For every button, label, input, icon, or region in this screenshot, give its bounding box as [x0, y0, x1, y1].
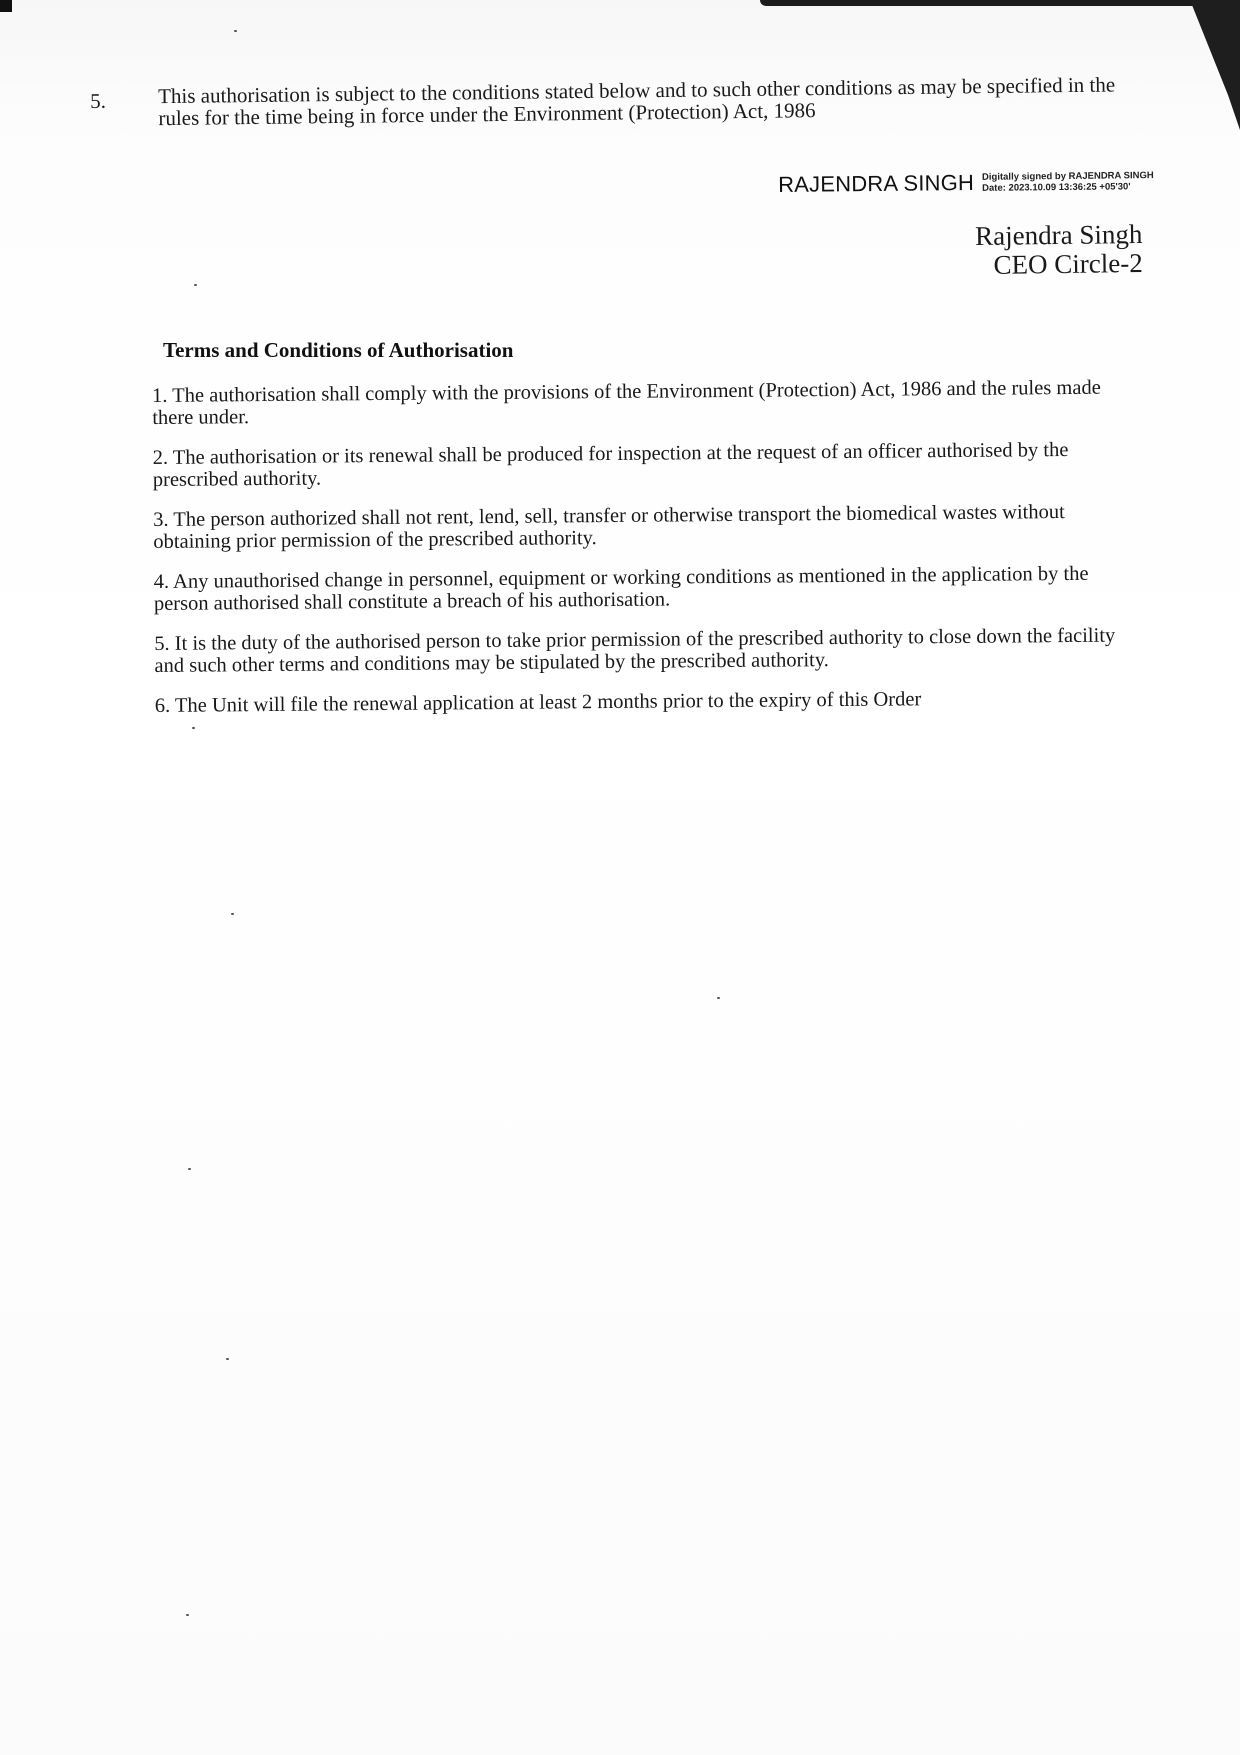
- term-item: 6. The Unit will file the renewal application at least 2 months prior to the expiry of this Order: [154, 688, 922, 717]
- signatory-designation: CEO Circle-2: [993, 247, 1143, 280]
- digital-signature-meta: [982, 170, 1154, 194]
- digital-signature: [778, 168, 1154, 198]
- term-item: 5. It is the duty of the authorised person to take prior permission of the prescribed authority to close down the facility and such other terms and conditions may be stipulated by the prescribed authority.: [154, 624, 1116, 677]
- scan-top-shadow: [760, 0, 1200, 6]
- terms-title: Terms and Conditions of Authorisation: [163, 338, 514, 362]
- signed-by-line: Digitally signed by RAJENDRA SINGH: [981, 170, 1154, 183]
- page-corner-shadow: [1180, 0, 1240, 130]
- term-item: 1. The authorisation shall comply with the provisions of the Environment (Protection) Act, 1986 and the rules made there under.: [152, 376, 1101, 429]
- signatory-block: [975, 220, 1143, 280]
- scan-speck: [194, 284, 197, 286]
- term-item: 4. Any unauthorised change in personnel, equipment or working conditions as mentioned in the application by the person authorised shall constitute a breach of his authorisation.: [153, 562, 1089, 615]
- paragraph-text: This authorisation is subject to the conditions stated below and to such other conditions as may be specified in the rules for the time being in force under the Environment (Protection) Act, 1986: [157, 72, 1116, 131]
- term-item: 3. The person authorized shall not rent, lend, sell, transfer or otherwise transport the biomedical wastes without obtaining prior permission of the prescribed authority.: [153, 501, 1065, 553]
- terms-list: [152, 376, 1145, 735]
- scan-speck: [234, 30, 237, 32]
- signature-date: Date: 2023.10.09 13:36:25 +05'30': [982, 181, 1131, 194]
- scan-speck: [192, 727, 195, 729]
- digital-signer-name: RAJENDRA SINGH: [778, 169, 975, 197]
- scan-speck: [186, 1614, 189, 1616]
- scan-speck: [188, 1168, 191, 1170]
- scan-speck: [717, 997, 720, 999]
- paragraph-number: 5.: [90, 88, 107, 113]
- paragraph-5: [90, 73, 1150, 130]
- signatory-name: Rajendra Singh: [974, 219, 1143, 252]
- term-item: 2. The authorisation or its renewal shall be produced for inspection at the request of an officer authorised by the prescribed authority.: [152, 439, 1069, 491]
- scan-speck: [226, 1358, 229, 1360]
- scan-speck: [231, 913, 234, 915]
- scan-edge-mark: [0, 0, 12, 12]
